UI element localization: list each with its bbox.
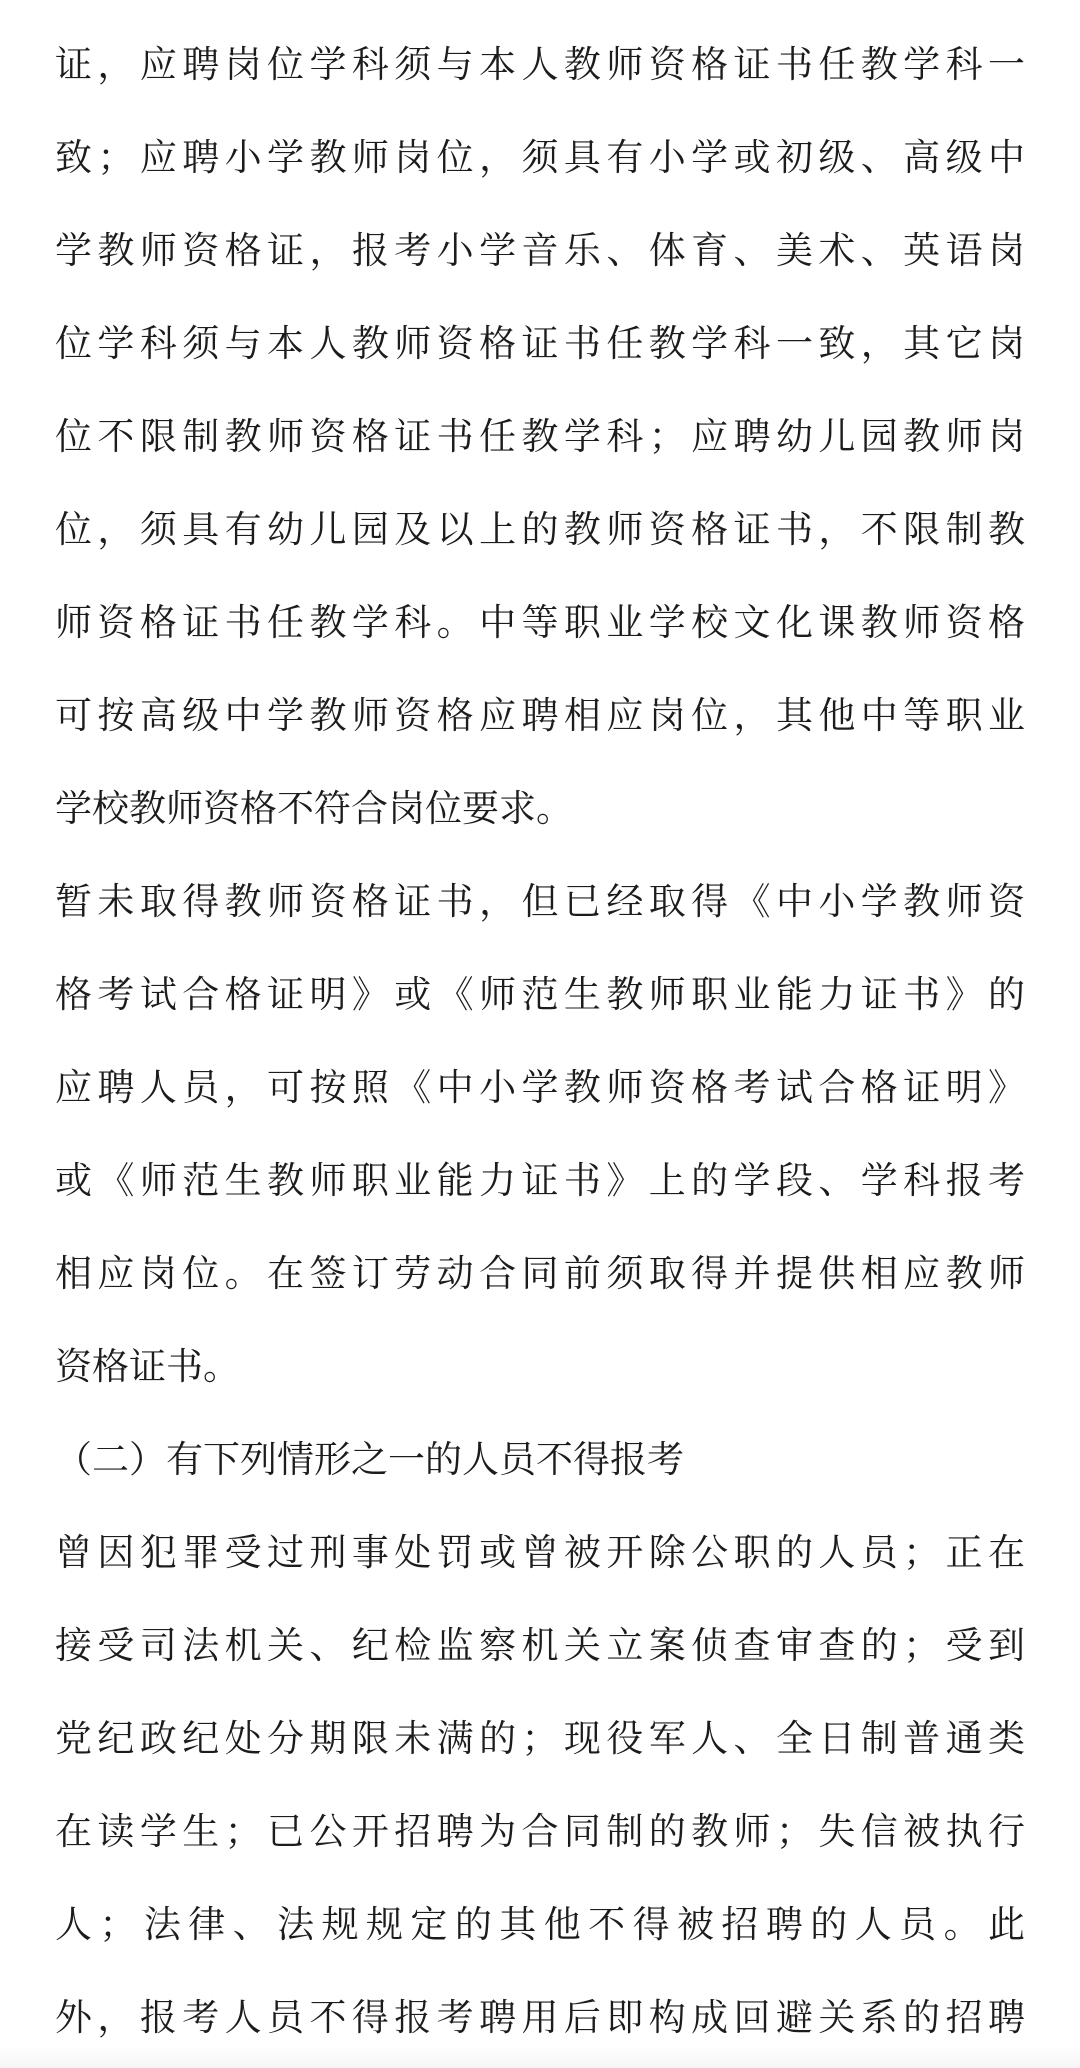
paragraph-3-line-1: 曾因犯罪受过刑事处罚或曾被开除公职的人员；正在 [55,1531,1025,1574]
paragraph-1-line-4: 位学科须与本人教师资格证书任教学科一致，其它岗 [55,322,1025,365]
paragraph-3-line-4: 在读学生；已公开招聘为合同制的教师；失信被执行 [55,1810,1025,1853]
paragraph-1-line-1: 证，应聘岗位学科须与本人教师资格证书任教学科一 [55,43,1025,86]
paragraph-3-line-3: 党纪政纪处分期限未满的；现役军人、全日制普通类 [55,1717,1025,1760]
paragraph-2-line-3: 应聘人员，可按照《中小学教师资格考试合格证明》 [55,1066,1025,1109]
paragraph-1-line-3: 学教师资格证，报考小学音乐、体育、美术、英语岗 [55,229,1025,272]
paragraph-3-line-5: 人；法律、法规规定的其他不得被招聘的人员。此 [55,1903,1025,1946]
paragraph-2-line-1: 暂未取得教师资格证书，但已经取得《中小学教师资 [55,880,1025,923]
paragraph-3-line-6: 外，报考人员不得报考聘用后即构成回避关系的招聘 [55,1996,1025,2039]
paragraph-1-line-8: 可按高级中学教师资格应聘相应岗位，其他中等职业 [55,694,1025,737]
paragraph-2-line-5: 相应岗位。在签订劳动合同前须取得并提供相应教师 [55,1252,1025,1295]
paragraph-2-line-6: 资格证书。 [55,1345,240,1388]
paragraph-2-line-2: 格考试合格证明》或《师范生教师职业能力证书》的 [55,973,1025,1016]
section-heading: （二）有下列情形之一的人员不得报考 [55,1438,684,1481]
paragraph-1-line-2: 致；应聘小学教师岗位，须具有小学或初级、高级中 [55,136,1025,179]
paragraph-3-line-2: 接受司法机关、纪检监察机关立案侦查审查的；受到 [55,1624,1025,1667]
paragraph-1-line-6: 位，须具有幼儿园及以上的教师资格证书，不限制教 [55,508,1025,551]
paragraph-1-line-9: 学校教师资格不符合岗位要求。 [55,787,573,830]
bottom-edge [0,2046,1080,2068]
paragraph-2-line-4: 或《师范生教师职业能力证书》上的学段、学科报考 [55,1159,1025,1202]
paragraph-1-line-7: 师资格证书任教学科。中等职业学校文化课教师资格 [55,601,1025,644]
paragraph-1-line-5: 位不限制教师资格证书任教学科；应聘幼儿园教师岗 [55,415,1025,458]
